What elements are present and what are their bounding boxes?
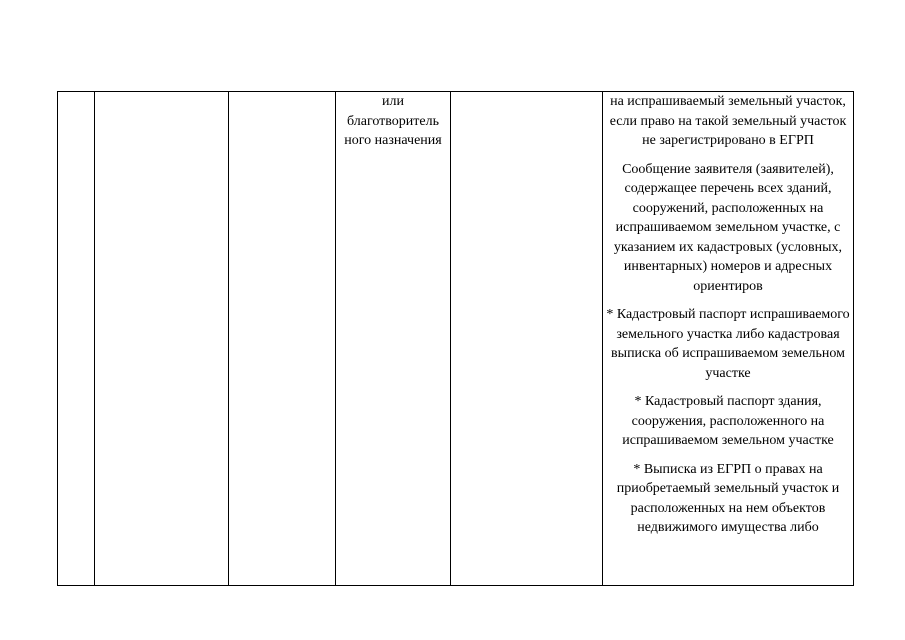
document-paragraph: Сообщение заявителя (заявителей), содержащее перечень всех зданий, сооружений, расположенных на испрашиваемом земельном участке, с указанием их кадастровых (условных, инвентарных) номеров и адресных ориентиров bbox=[613, 161, 843, 294]
table-cell-col6 bbox=[603, 92, 854, 586]
table-cell-col3 bbox=[229, 92, 336, 586]
cell-text-line: ного назначения bbox=[344, 133, 442, 148]
document-paragraph: * Выписка из ЕГРП о правах на приобретаемый земельный участок и расположенных на нем объектов недвижимого имущества либо bbox=[616, 461, 840, 535]
table-row bbox=[58, 92, 854, 586]
cell-text-line: или bbox=[382, 94, 404, 109]
document-paragraph: на испрашиваемый земельный участок, если право на такой земельный участок не зарегистрировано в ЕГРП bbox=[609, 94, 847, 148]
document-paragraph: * Кадастровый паспорт испрашиваемого земельного участка либо кадастровая выписка об испрашиваемом земельном участке bbox=[606, 307, 850, 381]
document-paragraph: * Кадастровый паспорт здания, сооружения, расположенного на испрашиваемом земельном участке bbox=[622, 394, 834, 448]
table-cell-col1 bbox=[58, 92, 95, 586]
table-cell-col4 bbox=[336, 92, 451, 586]
table-cell-col5 bbox=[451, 92, 603, 586]
table-cell-col2 bbox=[95, 92, 229, 586]
cell-text-line: благотворитель bbox=[346, 113, 439, 129]
requirements-table bbox=[57, 91, 854, 586]
